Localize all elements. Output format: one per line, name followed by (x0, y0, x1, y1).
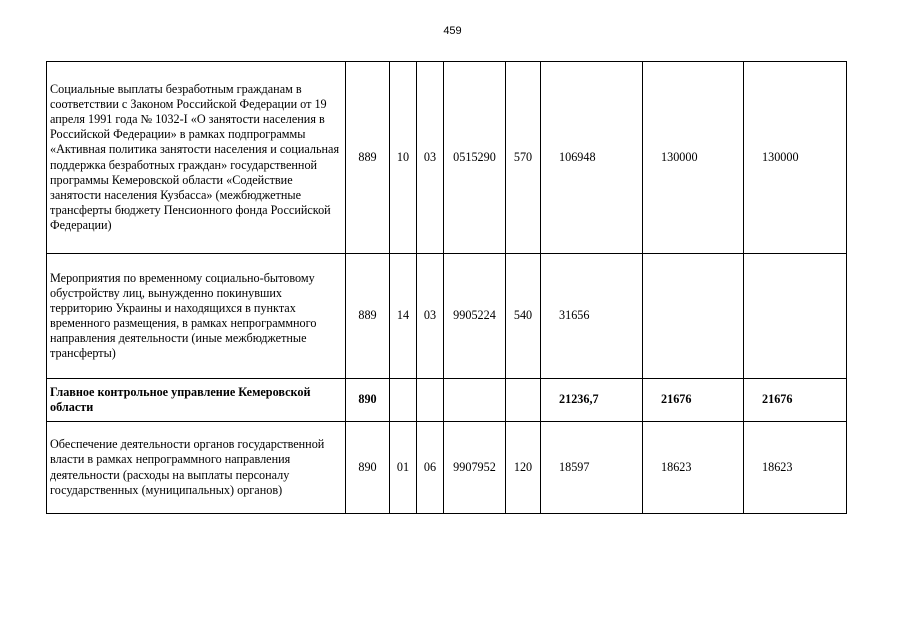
subsection-code: 03 (417, 62, 444, 254)
amount-year-2 (643, 254, 744, 379)
amount-year-3: 18623 (744, 422, 847, 514)
expense-type-code: 540 (506, 254, 541, 379)
table-row (47, 422, 847, 514)
amount-year-2: 130000 (643, 62, 744, 254)
expense-type-code: 570 (506, 62, 541, 254)
amount-year-3: 130000 (744, 62, 847, 254)
budget-table (46, 61, 847, 514)
amount-year-3 (744, 254, 847, 379)
subsection-code: 06 (417, 422, 444, 514)
expense-type-code (506, 379, 541, 422)
amount-year-1: 18597 (541, 422, 643, 514)
ministry-code: 889 (346, 62, 390, 254)
row-description: Обеспечение деятельности органов государственной власти в рамках непрограммного направления деятельности (расходы на выплаты персоналу государственных (муниципальных) органов) (47, 422, 346, 514)
amount-year-3: 21676 (744, 379, 847, 422)
page-number: 459 (443, 25, 462, 37)
row-description: Главное контрольное управление Кемеровской области (47, 379, 346, 422)
subsection-code (417, 379, 444, 422)
target-article-code: 0515290 (444, 62, 506, 254)
ministry-code: 890 (346, 379, 390, 422)
subsection-code: 03 (417, 254, 444, 379)
expense-type-code: 120 (506, 422, 541, 514)
row-description: Мероприятия по временному социально-бытовому обустройству лиц, вынужденно покинувших территорию Украины и находящихся в пунктах временного размещения, в рамках непрограммного направления деятельности (иные межбюджетные трансферты) (47, 254, 346, 379)
ministry-code: 889 (346, 254, 390, 379)
section-code: 10 (390, 62, 417, 254)
section-code: 01 (390, 422, 417, 514)
amount-year-1: 106948 (541, 62, 643, 254)
amount-year-2: 21676 (643, 379, 744, 422)
section-code: 14 (390, 254, 417, 379)
amount-year-1: 31656 (541, 254, 643, 379)
section-code (390, 379, 417, 422)
target-article-code (444, 379, 506, 422)
amount-year-1: 21236,7 (541, 379, 643, 422)
table-row (47, 379, 847, 422)
row-description: Социальные выплаты безработным гражданам в соответствии с Законом Российской Федерации от 19 апреля 1991 года № 1032-I «О занятости населения в Российской Федерации» в рамках подпрограммы «Активная политика занятости населения и социальная поддержка безработных граждан» государственной программы Кемеровской области «Содействие занятости населения Кузбасса» (межбюджетные трансферты бюджету Пенсионного фонда Российской Федерации) (47, 62, 346, 254)
amount-year-2: 18623 (643, 422, 744, 514)
target-article-code: 9907952 (444, 422, 506, 514)
target-article-code: 9905224 (444, 254, 506, 379)
table-row (47, 62, 847, 254)
table-row (47, 254, 847, 379)
ministry-code: 890 (346, 422, 390, 514)
